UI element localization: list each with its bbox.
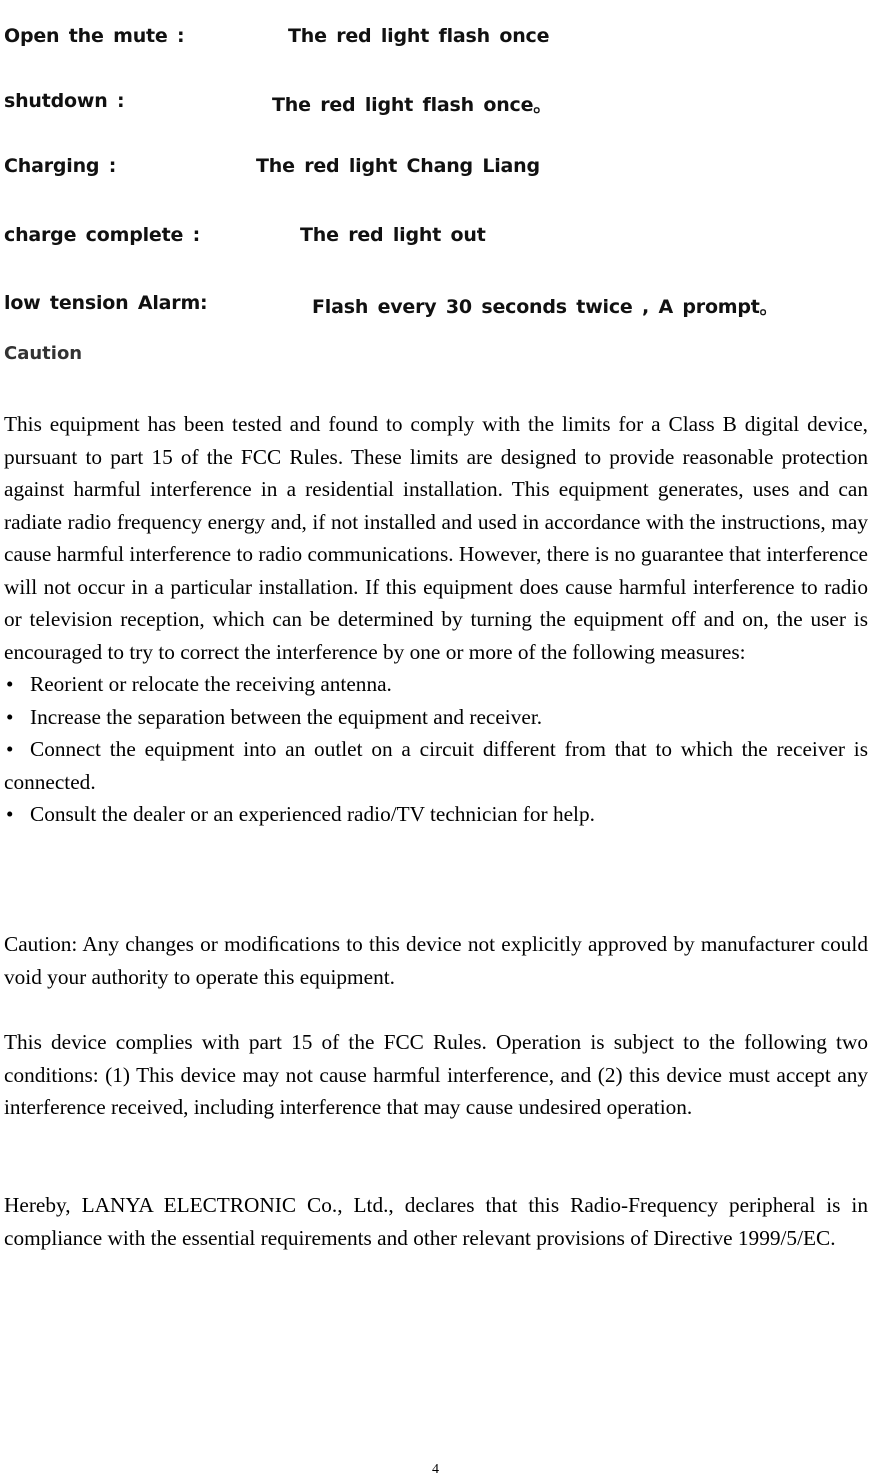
caution-heading: Caution [4,343,83,364]
list-item [4,733,868,798]
measure-text: Consult the dealer or an experienced radio/TV technician for help. [30,802,595,826]
declaration-section [4,1189,868,1254]
bullet-icon: • [6,802,14,826]
page-number: 4 [432,1462,439,1477]
list-item [4,798,868,831]
status-label: Charging : [4,155,117,177]
modifications-section [4,928,868,993]
declaration-paragraph: Hereby, LANYA ELECTRONIC Co., Ltd., declares that this Radio-Frequency peripheral is in compliance with the essential requirements and other relevant provisions of Directive 1999/5/EC. [4,1193,868,1250]
list-item [4,668,868,701]
bullet-icon: • [6,704,14,729]
status-description: The red light flash once [288,25,550,47]
status-label: charge complete : [4,224,200,246]
measures-list [4,668,868,831]
list-item [4,701,868,734]
status-label: shutdown : [4,90,125,112]
measure-text: Increase the separation between the equipment and receiver. [30,704,543,729]
measure-text: Connect the equipment into an outlet on a circuit different from that to which the receiver is connected. [4,737,868,794]
part15-paragraph: This device complies with part 15 of the FCC Rules. Operation is subject to the following two conditions: (1) This device may not cause harmful interference, and (2) this device must accept any interference received, including interference that may cause undesired operation. [4,1030,868,1119]
part15-section [4,1026,868,1124]
bullet-icon: • [6,737,14,761]
fcc-paragraph: This equipment has been tested and found to comply with the limits for a Class B digital device, pursuant to part 15 of the FCC Rules. These limits are designed to provide reasonable protection against harmful interference in a residential installation. This equipment generates, uses and can radiate radio frequency energy and, if not installed and used in accordance with the instructions, may cause harmful interference to radio communications. However, there is no guarantee that interference will not occur in a particular installation. If this equipment does cause harmful interference to radio or television reception, which can be determined by turning the equipment off and on, the user is encouraged to try to correct the interference by one or more of the following measures: [4,412,868,664]
modifications-paragraph: Caution: Any changes or modiﬁcations to this device not explicitly approved by manufacturer could void your authority to operate this equipment. [4,932,868,989]
status-description: The red light flash once。 [272,94,553,116]
measure-text: Reorient or relocate the receiving antenna. [30,672,392,696]
bullet-icon: • [6,672,14,696]
status-description: The red light Chang Liang [256,155,540,177]
status-description: Flash every 30 seconds twice , A prompt。 [312,296,779,318]
status-label: Open the mute : [4,25,185,47]
status-label: low tension Alarm: [4,292,208,314]
fcc-section [4,408,868,831]
status-description: The red light out [300,224,486,246]
